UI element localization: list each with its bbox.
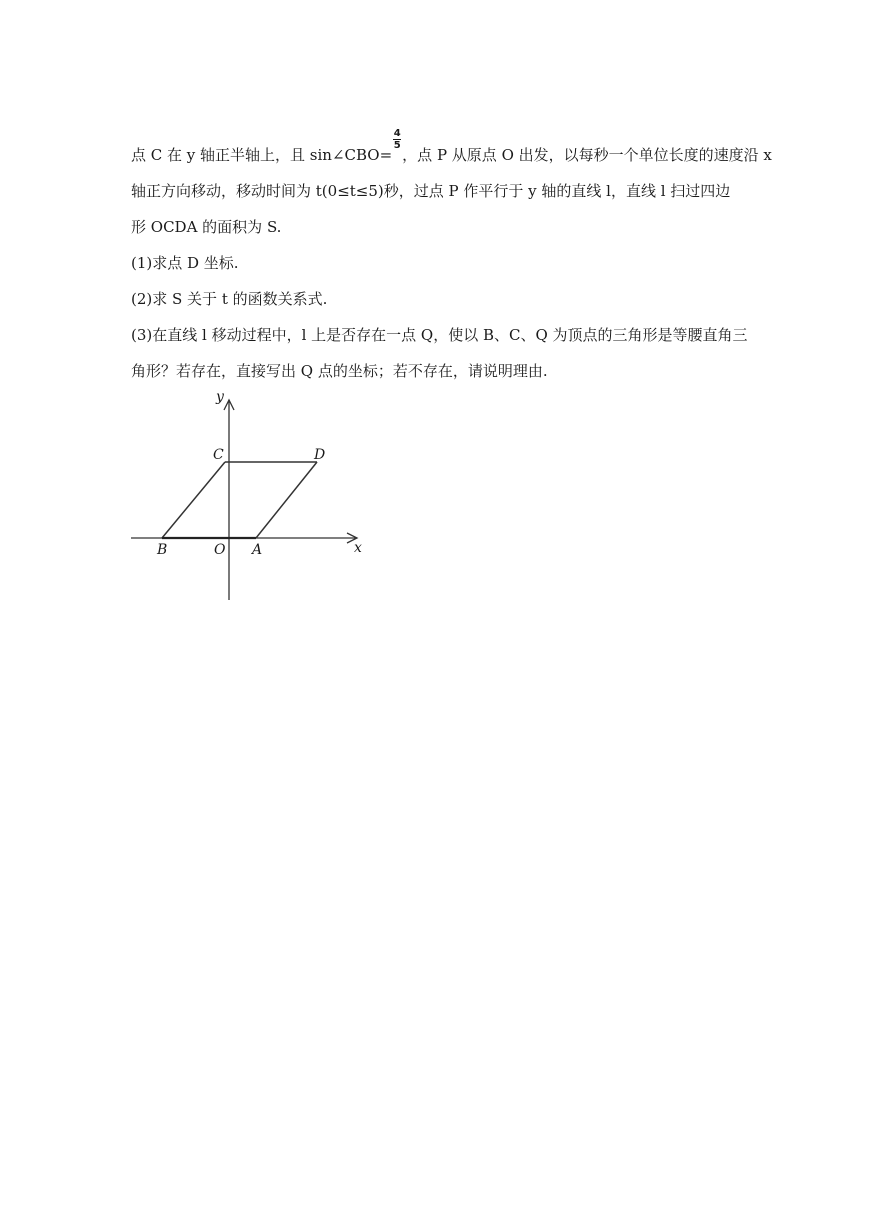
edge-bc xyxy=(162,462,225,538)
edge-da xyxy=(256,462,317,538)
label-point-c: C xyxy=(213,447,224,463)
problem-line-2: 轴正方向移动，移动时间为 t(0≤t≤5)秒，过点 P 作平行于 y 轴的直线 l，直线 l 扫过四边 xyxy=(131,182,731,200)
label-y-axis: y xyxy=(216,389,224,405)
label-x-axis: x xyxy=(354,540,362,556)
label-point-o: O xyxy=(214,542,226,558)
parallelogram-figure xyxy=(125,385,375,610)
problem-line-1 xyxy=(131,128,772,165)
fraction-denominator: 5 xyxy=(393,140,401,151)
question-3-line-1: (3)在直线 l 移动过程中，l 上是否存在一点 Q，使以 B、C、Q 为顶点的三角形是等腰直角三 xyxy=(131,326,748,344)
question-1: (1)求点 D 坐标. xyxy=(131,254,239,272)
problem-line-3: 形 OCDA 的面积为 S. xyxy=(131,218,282,236)
label-point-a: A xyxy=(252,542,263,558)
question-2: (2)求 S 关于 t 的函数关系式. xyxy=(131,290,328,308)
question-3-line-2: 角形？若存在，直接写出 Q 点的坐标；若不存在，请说明理由. xyxy=(131,362,548,380)
fraction-numerator: 4 xyxy=(393,128,401,139)
fraction-four-fifths xyxy=(392,128,402,165)
label-point-d: D xyxy=(314,447,326,463)
problem-line-1-part-a: 点 C 在 y 轴正半轴上，且 sin∠CBO= xyxy=(131,146,393,164)
problem-line-1-part-b: ，点 P 从原点 O 出发，以每秒一个单位长度的速度沿 x xyxy=(402,146,772,164)
label-point-b: B xyxy=(157,542,168,558)
